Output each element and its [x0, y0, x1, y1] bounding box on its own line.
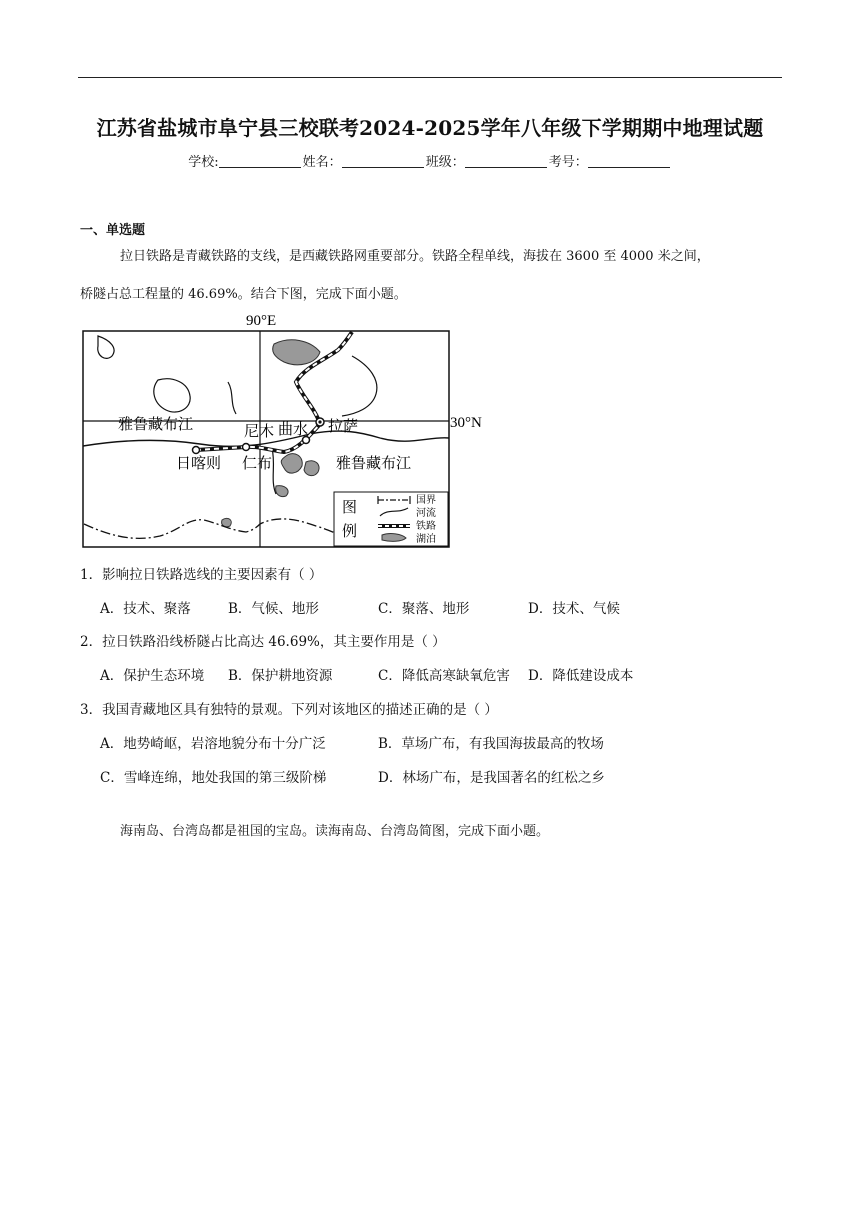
- name-label: 姓名：: [302, 155, 342, 170]
- station-renbu: [243, 444, 250, 451]
- river-label-1: 雅鲁藏布江: [118, 415, 194, 433]
- passage-1: [80, 238, 782, 314]
- station-rikaze: [193, 447, 200, 454]
- q1-option-b[interactable]: B．气候、地形: [228, 601, 319, 617]
- lari-railway-map: [80, 310, 482, 552]
- lon-label: 90°E: [246, 313, 277, 329]
- name-blank[interactable]: [342, 155, 424, 168]
- passage-1-line-2: 桥隧占总工程量的 46.69%。结合下图，完成下面小题。: [80, 287, 407, 302]
- legend-lake-label: 湖泊: [416, 534, 436, 545]
- passage-2-line-1: 海南岛、台湾岛都是祖国的宝岛。读海南岛、台湾岛简图，完成下面小题。: [120, 824, 550, 839]
- river-label-2: 雅鲁藏布江: [336, 454, 412, 472]
- legend-title-1: 图: [342, 498, 358, 516]
- station-lasa-dot: [318, 420, 321, 423]
- lake-3: [304, 461, 319, 476]
- place-rikaze: 日喀则: [176, 454, 222, 472]
- place-qushui: 曲水: [278, 420, 309, 438]
- place-renbu: 仁布: [242, 454, 273, 472]
- q1-option-c[interactable]: C．聚落、地形: [378, 601, 470, 617]
- q3-option-c[interactable]: C．雪峰连绵，地处我国的第三级阶梯: [100, 770, 327, 786]
- q1-option-a[interactable]: A．技术、聚落: [100, 601, 191, 617]
- passage-1-line-1: 拉日铁路是青藏铁路的支线，是西藏铁路网重要部分。铁路全程单线，海拔在 3600 至 4000 米之间，: [120, 249, 710, 264]
- class-label: 班级：: [425, 155, 465, 170]
- exam-no-label: 考号：: [548, 155, 588, 170]
- student-info-line: [0, 151, 860, 170]
- q2-option-c[interactable]: C．降低高寒缺氧危害: [378, 668, 510, 684]
- lat-label: 30°N: [450, 415, 482, 431]
- class-blank[interactable]: [465, 155, 547, 168]
- section-title: 一、单选题: [80, 223, 146, 238]
- place-lasa: 拉萨: [328, 417, 359, 435]
- question-3-stem: 3．我国青藏地区具有独特的景观。下列对该地区的描述正确的是（ ）: [80, 702, 498, 718]
- legend-title-2: 例: [342, 522, 358, 540]
- school-blank[interactable]: [219, 155, 301, 168]
- q3-option-a[interactable]: A．地势崎岖，岩溶地貌分布十分广泛: [100, 736, 326, 752]
- top-rule: [78, 77, 782, 78]
- question-2-stem: 2．拉日铁路沿线桥隧占比高达 46.69%，其主要作用是（ ）: [80, 634, 446, 650]
- q2-option-d[interactable]: D．降低建设成本: [528, 668, 634, 684]
- q2-option-b[interactable]: B．保护耕地资源: [228, 668, 333, 684]
- q3-option-b[interactable]: B．草场广布，有我国海拔最高的牧场: [378, 736, 604, 752]
- question-1-stem: 1．影响拉日铁路选线的主要因素有（ ）: [80, 567, 323, 583]
- page-title: 江苏省盐城市阜宁县三校联考2024-2025学年八年级下学期期中地理试题: [96, 116, 764, 140]
- school-label: 学校:: [188, 155, 219, 170]
- q2-option-a[interactable]: A．保护生态环境: [100, 668, 205, 684]
- legend-border-label: 国界: [416, 495, 436, 506]
- place-nimu: 尼木: [244, 422, 275, 440]
- q3-option-d[interactable]: D．林场广布，是我国著名的红松之乡: [378, 770, 605, 786]
- legend-railway-label: 铁路: [416, 521, 436, 532]
- passage-2: [80, 822, 782, 842]
- q1-option-d[interactable]: D．技术、气候: [528, 601, 620, 617]
- exam-no-blank[interactable]: [588, 155, 670, 168]
- legend-river-label: 河流: [416, 508, 436, 519]
